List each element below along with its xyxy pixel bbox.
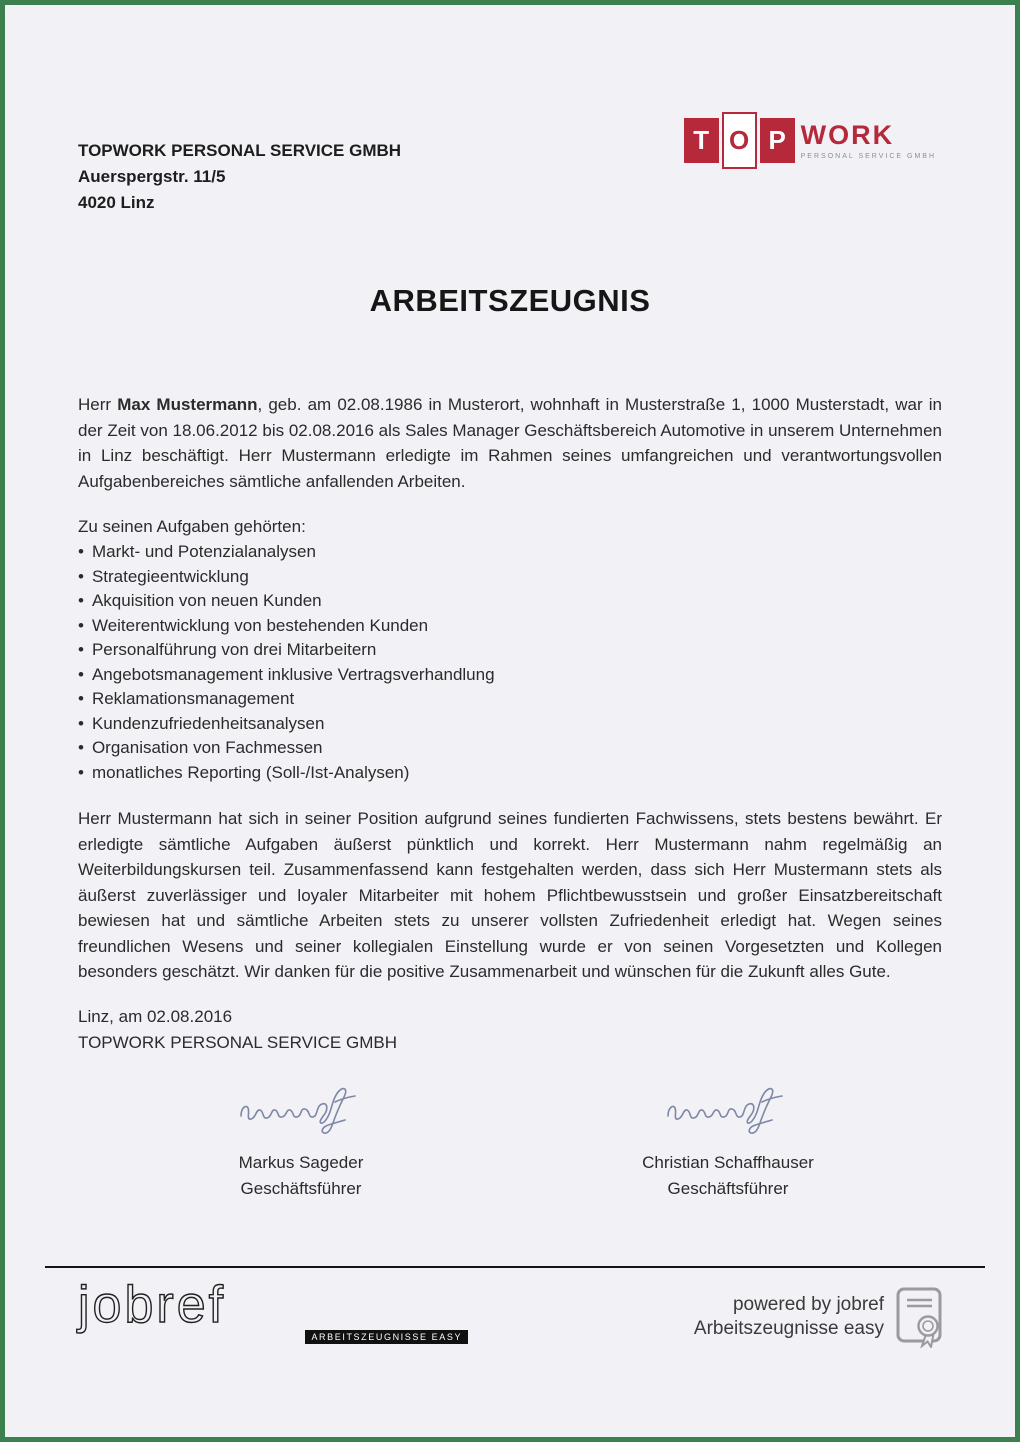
jobref-wordmark-text: jobref — [78, 1278, 227, 1334]
footer-separator-line — [45, 1266, 985, 1268]
logo-letter-p: P — [760, 118, 795, 163]
task-item: • Reklamationsmanagement — [78, 687, 495, 712]
task-item: • Strategieentwicklung — [78, 565, 495, 590]
task-item: • Akquisition von neuen Kunden — [78, 589, 495, 614]
signer-name: Christian Schaffhauser — [642, 1153, 814, 1172]
powered-by-text — [694, 1293, 884, 1341]
task-item: • Kundenzufriedenheitsanalysen — [78, 712, 495, 737]
closing-date-line: Linz, am 02.08.2016 — [78, 1007, 233, 1026]
jobref-wordmark — [76, 1278, 286, 1340]
handwritten-signature-icon — [588, 1082, 868, 1142]
sender-company: TOPWORK PERSONAL SERVICE GMBH — [78, 141, 402, 160]
sender-city: 4020 Linz — [78, 193, 155, 212]
document-title: ARBEITSZEUGNIS — [369, 283, 651, 318]
tasks-section — [78, 514, 495, 785]
task-item: • Angebotsmanagement inklusive Vertragsverhandlung — [78, 663, 495, 688]
jobref-logo — [76, 1278, 468, 1345]
intro-prefix: Herr — [78, 395, 118, 414]
logo-letter-t: T — [684, 118, 719, 163]
signer-role: Geschäftsführer — [667, 1179, 789, 1198]
logo-subtext: PERSONAL SERVICE GMBH — [800, 152, 936, 160]
handwritten-signature-icon — [161, 1082, 441, 1142]
topwork-logo — [684, 112, 936, 169]
closing-company-line: TOPWORK PERSONAL SERVICE GMBH — [78, 1033, 397, 1052]
certificate-icon — [894, 1286, 946, 1348]
topwork-logo-boxes — [684, 112, 795, 169]
logo-letter-o: O — [722, 112, 757, 169]
tasks-list — [78, 540, 495, 785]
signature-block-right — [588, 1082, 868, 1202]
intro-rest: , geb. am 02.08.1986 in Musterort, wohnhaft in Musterstraße 1, 1000 Musterstadt, war in der Zeit von 18.06.2012 bis 02.08.2016 als Sales Manager Geschäftsbereich Automotive in unserem Unternehmen in Linz beschäftigt. Herr Mustermann erledigte im Rahmen seines umfangreichen und verantwortungsvollen Aufgabenbereiches sämtliche anfallenden Arbeiten. — [78, 395, 943, 491]
employee-name: Max Mustermann — [117, 395, 258, 414]
task-item: • monatliches Reporting (Soll-/Ist-Analysen) — [78, 761, 495, 786]
powered-by-line2: Arbeitszeugnisse easy — [693, 1318, 884, 1339]
assessment-paragraph: Herr Mustermann hat sich in seiner Position aufgrund seines fundierten Fachwissens, stets bestens bewährt. Er erledigte sämtliche Aufgaben äußerst pünktlich und korrekt. Herr Mustermann nahm regelmäßig an Weiterbildungskursen teil. Zusammenfassend kann festgehalten werden, dass sich Herr Mustermann stets als äußerst zuverlässiger und loyaler Mitarbeiter mit hohem Pflichtbewusstsein und großer Einsatzbereitschaft bewiesen hat und sämtliche Arbeiten stets zu unserer vollsten Zufriedenheit erledigt hat. Wegen seines freundlichen Wesens und seiner kollegialen Einstellung wurde er von seinen Vorgesetzten und Kollegen besonders geschätzt. Wir danken für die positive Zusammenarbeit und wünschen für die Zukunft alles Gute. — [78, 809, 942, 981]
sender-street: Auerspergstr. 11/5 — [78, 167, 226, 186]
signer-role: Geschäftsführer — [240, 1179, 362, 1198]
logo-word: WORK — [800, 119, 895, 150]
powered-by-block — [694, 1286, 946, 1348]
task-item: • Personalführung von drei Mitarbeitern — [78, 638, 495, 663]
logo-word-wrap — [800, 119, 936, 160]
tasks-heading: Zu seinen Aufgaben gehörten: — [78, 517, 306, 536]
task-item: • Organisation von Fachmessen — [78, 736, 495, 761]
task-item: • Weiterentwicklung von bestehenden Kunden — [78, 614, 495, 639]
powered-by-line1: powered by jobref — [732, 1294, 884, 1315]
signer-name: Markus Sageder — [238, 1153, 364, 1172]
signature-block-left — [161, 1082, 441, 1202]
sender-address-block — [78, 138, 401, 216]
jobref-tagline: ARBEITSZEUGNISSE EASY — [305, 1330, 468, 1344]
task-item: • Markt- und Potenzialanalysen — [78, 540, 495, 565]
intro-paragraph — [78, 392, 942, 494]
closing-block — [78, 1004, 397, 1056]
